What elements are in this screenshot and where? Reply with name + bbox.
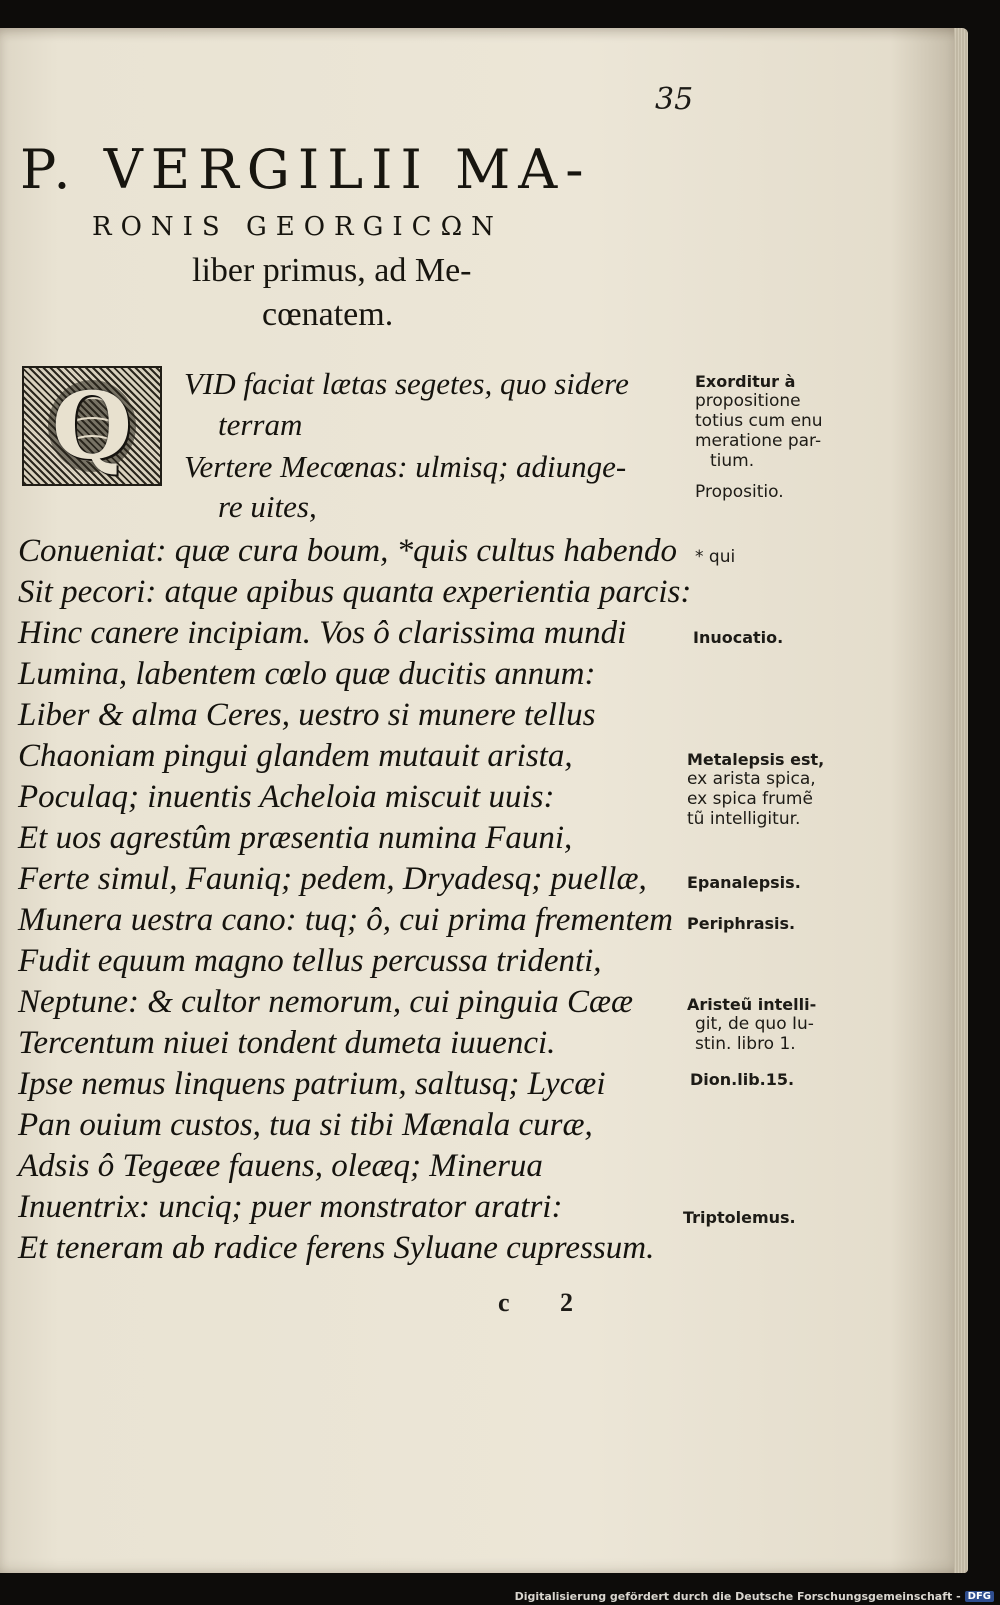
- title-line-4: cœnatem.: [262, 296, 394, 333]
- verse-line: Lumina, labentem cœlo quæ ducitis annum:: [18, 656, 596, 692]
- initial-letter: Q: [51, 372, 133, 480]
- verse-line: terram: [218, 407, 303, 442]
- signature-mark: c 2: [498, 1288, 596, 1317]
- margin-gloss: ex arista spica,: [687, 769, 816, 789]
- margin-gloss: Epanalepsis.: [687, 873, 801, 892]
- margin-gloss: git, de quo Iu-: [695, 1014, 814, 1034]
- margin-gloss: Propositio.: [695, 482, 784, 502]
- verse-line: Adsis ô Tegeæe fauens, oleæq; Minerua: [18, 1148, 543, 1184]
- verse-line: Tercentum niuei tondent dumeta iuuenci.: [18, 1025, 556, 1061]
- title-line-1: P. VERGILII MA-: [20, 138, 592, 201]
- verse-line: Et teneram ab radice ferens Syluane cupressum.: [18, 1230, 655, 1266]
- verse-line: re uites,: [218, 489, 317, 524]
- margin-gloss: tium.: [710, 451, 755, 471]
- margin-gloss: meratione par-: [695, 431, 822, 451]
- verse-line: Chaoniam pingui glandem mutauit arista,: [18, 738, 573, 774]
- verse-line: Sit pecori: atque apibus quanta experientia parcis:: [18, 574, 692, 610]
- page-edge: [954, 28, 968, 1573]
- dfg-logo[interactable]: DFG: [965, 1591, 994, 1602]
- margin-gloss: Triptolemus.: [683, 1208, 796, 1227]
- margin-gloss: totius cum enu: [695, 411, 823, 431]
- verse-line: Et uos agrestûm præsentia numina Fauni,: [18, 820, 573, 856]
- verse-line: Pan ouium custos, tua si tibi Mænala curæ,: [18, 1107, 593, 1143]
- margin-gloss: Inuocatio.: [693, 628, 784, 647]
- margin-gloss: stin. libro 1.: [695, 1034, 796, 1054]
- verse-line: Conueniat: quæ cura boum, *quis cultus habendo: [18, 533, 678, 569]
- verse-line: Vertere Mecœnas: ulmisq; adiunge-: [184, 449, 627, 484]
- verse-line: VID faciat lætas segetes, quo sidere: [184, 366, 629, 401]
- margin-gloss: Aristeũ intelli-: [687, 995, 817, 1014]
- credit-text: Digitalisierung gefördert durch die Deutsche Forschungsgemeinschaft -: [514, 1590, 961, 1603]
- verse-line: Poculaq; inuentis Acheloia miscuit uuis:: [18, 779, 555, 815]
- margin-gloss: tũ intelligitur.: [687, 809, 801, 829]
- digitization-credit: [515, 1590, 994, 1603]
- margin-gloss: * qui: [695, 547, 736, 567]
- verse-line: Neptune: & cultor nemorum, cui pinguia Cææ: [18, 984, 634, 1020]
- title-line-2: RONIS GEORGICΩN: [92, 212, 503, 242]
- margin-gloss: Exorditur à: [695, 372, 796, 391]
- margin-gloss: propositione: [695, 391, 801, 411]
- margin-gloss: Metalepsis est,: [687, 750, 825, 769]
- verse-line: Ipse nemus linquens patrium, saltusq; Lycæi: [18, 1066, 606, 1102]
- margin-gloss: Dion.lib.15.: [690, 1070, 795, 1089]
- margin-gloss: ex spica frumẽ: [687, 789, 813, 809]
- verse-line: Fudit equum magno tellus percussa tridenti,: [18, 943, 602, 979]
- verse-line: Hinc canere incipiam. Vos ô clarissima mundi: [18, 615, 627, 651]
- folio-number: 35: [655, 82, 694, 117]
- verse-line: Munera uestra cano: tuq; ô, cui prima frementem: [18, 902, 673, 938]
- title-line-3: liber primus, ad Me-: [192, 252, 472, 289]
- verse-line: Liber & alma Ceres, uestro si munere tellus: [18, 697, 596, 733]
- verse-line: Ferte simul, Fauniq; pedem, Dryadesq; puellæ,: [18, 861, 647, 897]
- verse-line: Inuentrix: unciq; puer monstrator aratri:: [18, 1189, 563, 1225]
- margin-gloss: Periphrasis.: [687, 914, 796, 933]
- decorated-initial: [22, 366, 162, 486]
